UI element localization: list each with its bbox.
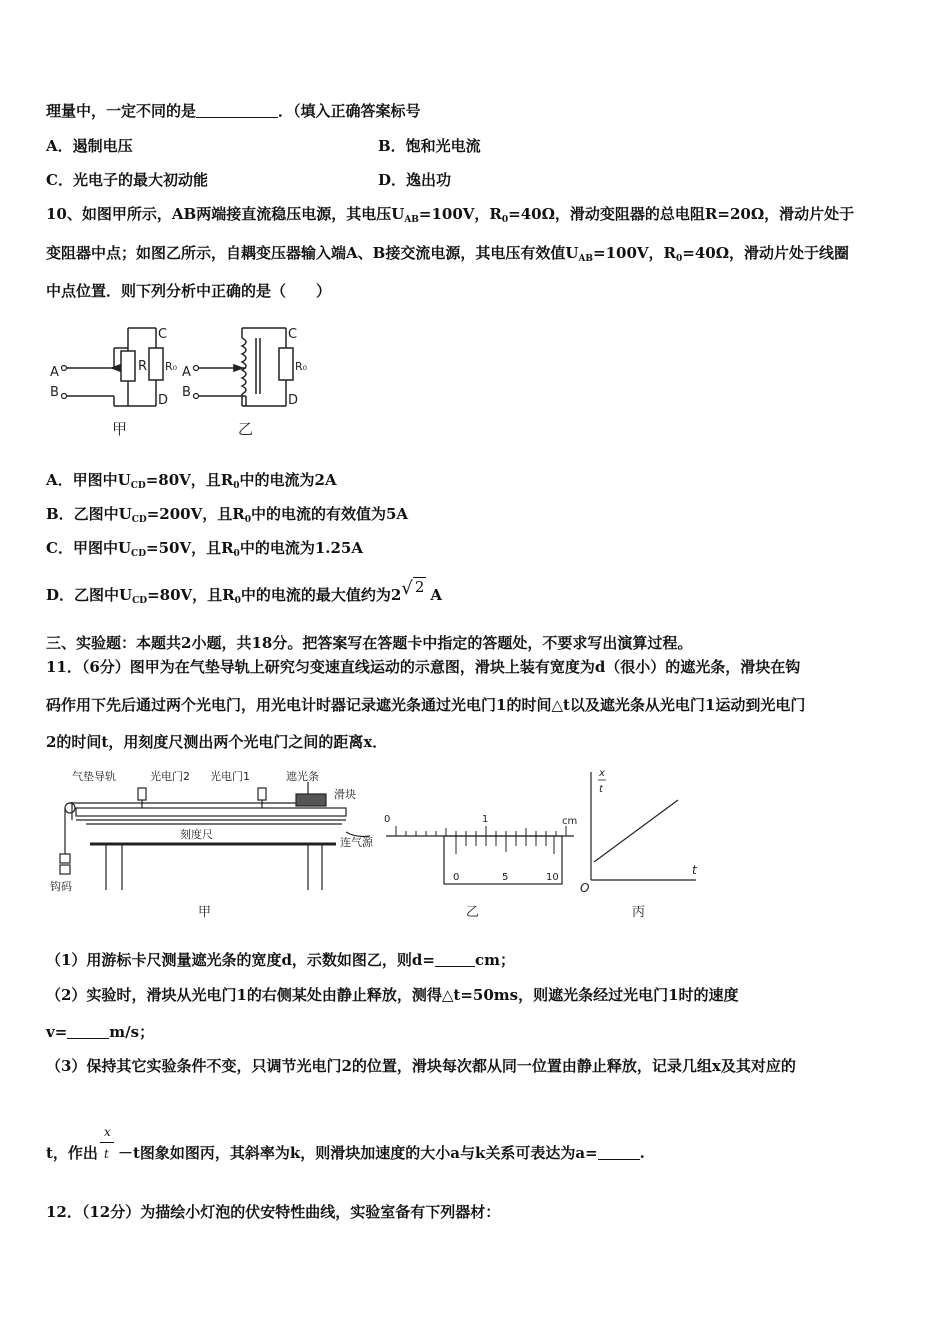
q9-text: 理量中，一定不同的是 xyxy=(46,102,197,120)
fraction-numerator: x xyxy=(103,1125,111,1139)
subscript: AB xyxy=(578,254,593,264)
q9-answer-blank[interactable] xyxy=(196,117,278,118)
text: =50V，且R xyxy=(146,539,234,557)
q10-text: =100V，R xyxy=(418,205,502,223)
label-strip: 遮光条 xyxy=(286,770,319,783)
text: 中的电流为2A xyxy=(239,471,337,489)
label-r0-yi: R₀ xyxy=(295,360,308,373)
subscript: 0 xyxy=(244,515,251,525)
subscript: 0 xyxy=(233,481,240,491)
text: B．乙图中U xyxy=(46,505,132,523)
main-scale-1: 1 xyxy=(482,814,489,825)
label-air: 连气源 xyxy=(340,836,373,849)
subscript: CD xyxy=(131,515,147,525)
subscript: CD xyxy=(131,549,146,559)
q9-option-c: C．光电子的最大初动能 xyxy=(46,171,208,189)
subscript: CD xyxy=(130,481,146,491)
q10-option-a xyxy=(46,470,337,496)
text: （1）用游标卡尺测量遮光条的宽度d，示数如图乙，则d= xyxy=(46,951,435,969)
q10-line-3: 中点位置．则下列分析中正确的是（ ） xyxy=(46,282,332,300)
text: m/s； xyxy=(109,1023,155,1041)
rheostat-r xyxy=(121,351,135,381)
q9-option-d: D．逸出功 xyxy=(378,171,452,189)
coil xyxy=(242,338,246,394)
terminal xyxy=(194,366,199,371)
unit: A xyxy=(430,586,442,604)
weight xyxy=(60,854,70,863)
label-d: D xyxy=(158,393,169,408)
a-answer-blank[interactable] xyxy=(598,1159,640,1160)
text: cm； xyxy=(474,951,515,969)
vernier-5: 5 xyxy=(502,872,509,883)
xt-line xyxy=(594,800,678,862)
q11-figure xyxy=(46,762,706,922)
section-3-heading: 三、实验题：本题共2小题，共18分。把答案写在答题卡中指定的答题处，不要求写出演算过程。 xyxy=(46,634,693,652)
subscript: 0 xyxy=(675,254,683,264)
text: 中的电流的有效值为5A xyxy=(250,505,409,523)
photogate-1 xyxy=(258,788,266,800)
subscript: 0 xyxy=(234,596,241,606)
q10-option-b xyxy=(46,504,408,530)
slider-block xyxy=(296,794,326,806)
resistor-r0 xyxy=(149,348,163,380)
y-axis-num: x xyxy=(599,768,605,779)
sqrt-icon: √ xyxy=(401,578,413,599)
q9-stem-tail xyxy=(46,101,421,121)
label-r: R xyxy=(138,359,148,374)
label-yi: 乙 xyxy=(238,420,254,438)
text: v= xyxy=(46,1023,68,1041)
text: =200V，且R xyxy=(146,505,245,523)
q11-part-3: （3）保持其它实验条件不变，只调节光电门2的位置，滑块每次都从同一位置由静止释放，记录几组x及其对应的 xyxy=(46,1057,796,1075)
text: C．甲图中U xyxy=(46,539,132,557)
q12-line-1: 12．（12分）为描绘小灯泡的伏安特性曲线，实验室备有下列器材： xyxy=(46,1203,501,1221)
main-scale-unit: cm xyxy=(562,816,578,827)
label-ruler: 刻度尺 xyxy=(180,828,213,841)
q10-text: 10、如图甲所示，AB两端接直流稳压电源，其电压U xyxy=(46,205,405,223)
vernier-0: 0 xyxy=(453,872,460,883)
q11-part-1 xyxy=(46,950,515,970)
circuit-figure xyxy=(46,318,326,443)
v-answer-blank[interactable] xyxy=(67,1038,109,1039)
q9-option-a: A．遏制电压 xyxy=(46,137,133,155)
subscript: AB xyxy=(404,215,419,225)
terminal xyxy=(62,366,67,371)
q9-text-after: ．（填入正确答案标号 xyxy=(278,102,421,120)
resistor-r0-yi xyxy=(279,348,293,380)
text: =80V，且R xyxy=(145,471,234,489)
slider-arrow xyxy=(112,365,120,371)
text: t，作出 xyxy=(46,1144,98,1162)
label-gate2: 光电门2 xyxy=(150,770,190,783)
q10-line-2 xyxy=(46,243,849,269)
label-c-yi: C xyxy=(288,327,298,342)
subscript: 0 xyxy=(233,549,240,559)
text: 中的电流为1.25A xyxy=(239,539,363,557)
label-gate1: 光电门1 xyxy=(210,770,250,783)
t-axis-label: t xyxy=(692,863,697,877)
q11-line-3: 2的时间t，用刻度尺测出两个光电门之间的距离x． xyxy=(46,733,388,751)
label-a: A xyxy=(50,365,59,380)
q11-line-1: 11．（6分）图甲为在气垫导轨上研究匀变速直线运动的示意图，滑块上装有宽度为d（很小）的遮光条，滑块在钩 xyxy=(46,658,801,676)
label-a-yi: A xyxy=(182,365,191,380)
label-d-yi: D xyxy=(288,393,299,408)
d-answer-blank[interactable] xyxy=(435,966,475,967)
q11-part-2: （2）实验时，滑块从光电门1的右侧某处由静止释放，测得△t=50ms，则遮光条经过光电门1时的速度 xyxy=(46,986,739,1004)
vernier-10: 10 xyxy=(546,872,559,883)
terminal xyxy=(62,394,67,399)
photogate-2 xyxy=(138,788,146,800)
label-rail: 气垫导轨 xyxy=(72,770,116,783)
q11-part-3b xyxy=(46,1125,645,1164)
fraction-denominator: t xyxy=(103,1147,109,1161)
main-scale-0: 0 xyxy=(384,814,391,825)
label-jia: 甲 xyxy=(112,420,128,438)
text: . xyxy=(639,1144,645,1162)
text: =80V，且R xyxy=(147,586,235,604)
q10-option-c xyxy=(46,538,363,564)
label-b-yi: B xyxy=(182,385,191,400)
origin-label: O xyxy=(580,881,590,895)
q10-text: =40Ω，滑动变阻器的总电阻R=20Ω，滑动片处于 xyxy=(508,205,855,223)
q10-text: =100V，R xyxy=(593,244,676,262)
q10-text: =40Ω，滑动片处于线圈 xyxy=(682,244,850,262)
q11-part-2b xyxy=(46,1022,154,1042)
label-yi: 乙 xyxy=(466,905,480,920)
q11-line-2: 码作用下先后通过两个光电门，用光电计时器记录遮光条通过光电门1的时间△t以及遮光条从光电门1运动到光电门 xyxy=(46,696,806,714)
q10-text: 变阻器中点；如图乙所示，自耦变压器输入端A、B接交流电源，其电压有效值U xyxy=(46,244,579,262)
label-bing: 丙 xyxy=(632,905,646,920)
air-track xyxy=(76,808,346,816)
text: A．甲图中U xyxy=(46,471,131,489)
text: 中的电流的最大值约为2 xyxy=(240,586,402,604)
y-axis-den: t xyxy=(599,784,603,795)
subscript: CD xyxy=(132,596,148,606)
subscript: 0 xyxy=(501,215,509,225)
label-b: B xyxy=(50,385,59,400)
label-r0: R₀ xyxy=(165,360,178,373)
label-slider: 滑块 xyxy=(334,788,356,801)
pulley xyxy=(65,803,75,813)
text: －t图象如图丙，其斜率为k，则滑块加速度的大小a与k关系可表达为a= xyxy=(117,1144,598,1162)
label-weight: 钩码 xyxy=(50,880,72,893)
text: D．乙图中U xyxy=(46,586,133,604)
label-jia: 甲 xyxy=(198,905,212,920)
q10-option-d xyxy=(46,578,442,611)
terminal xyxy=(194,394,199,399)
fraction-bar xyxy=(100,1142,114,1143)
q10-line-1 xyxy=(46,204,854,230)
fraction-x-over-t xyxy=(98,1125,118,1164)
label-c: C xyxy=(158,327,168,342)
sqrt-radicand: 2 xyxy=(414,578,425,596)
q9-option-b: B．饱和光电流 xyxy=(378,137,481,155)
